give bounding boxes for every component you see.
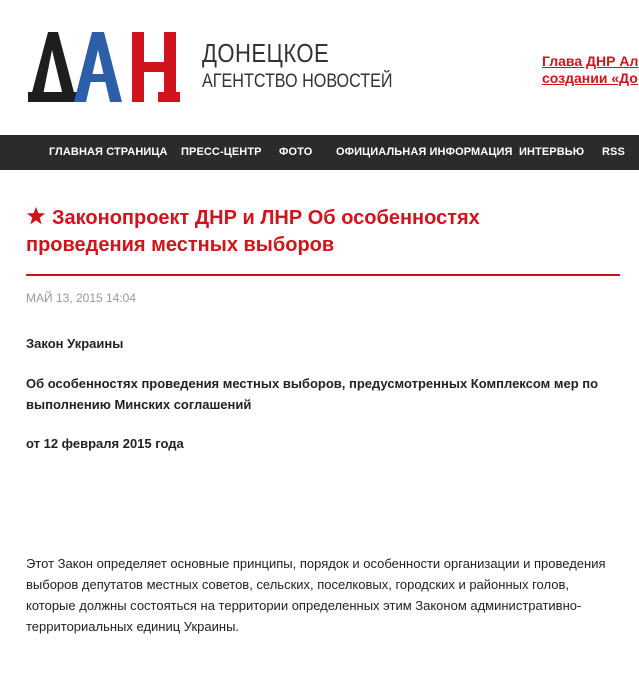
nav-item-interview[interactable]: ИНТЕРВЬЮ: [519, 146, 585, 158]
nav-item-photo[interactable]: ФОТО: [279, 146, 313, 158]
body-line3: которые должны состояться на территории определенных этим Законом административно-: [26, 598, 582, 613]
law-header: Закон Украины: [26, 336, 124, 351]
title-divider: [26, 274, 620, 276]
body-line1: Этот Закон определяет основные принципы, порядок и особенности организации и проведения: [26, 556, 606, 571]
nav-item-home[interactable]: ГЛАВНАЯ СТРАНИЦА: [49, 146, 168, 158]
nav-item-official-info[interactable]: ОФИЦИАЛЬНАЯ ИНФОРМАЦИЯ: [336, 146, 513, 158]
body-line2: выборов депутатов местных советов, сельских, поселковых, городских и районных голов,: [26, 577, 569, 592]
law-date: от 12 февраля 2015 года: [26, 436, 184, 451]
article-title-line1: Законопроект ДНР и ЛНР Об особенностях: [52, 207, 480, 229]
news-ticker[interactable]: [542, 53, 639, 87]
nav-item-rss[interactable]: RSS: [602, 146, 625, 158]
body-line4: территориальных единиц Украины.: [26, 619, 240, 634]
article-title-line2: проведения местных выборов: [26, 234, 335, 256]
article-title: [26, 205, 620, 259]
article-date: МАЙ 13, 2015 14:04: [26, 291, 137, 305]
agency-name[interactable]: [202, 38, 426, 94]
article-body-paragraph: [26, 553, 606, 637]
law-title-line1: Об особенностях проведения местных выборов, предусмотренных Комплексом мер по: [26, 376, 599, 391]
ticker-line1[interactable]: Глава ДНР Ал: [542, 53, 639, 69]
law-title: [26, 373, 598, 415]
agency-name-line2: АГЕНТСТВО НОВОСТЕЙ: [202, 71, 393, 92]
nav-item-press-center[interactable]: ПРЕСС-ЦЕНТР: [181, 146, 262, 158]
law-title-line2: выполнению Минских соглашений: [26, 397, 252, 412]
main-nav: [0, 135, 639, 170]
site-header: [0, 0, 639, 135]
star-icon: [26, 206, 46, 226]
dan-logo-icon[interactable]: [28, 30, 180, 105]
ticker-line2[interactable]: создании «До: [542, 70, 638, 86]
agency-name-line1: ДОНЕЦКОЕ: [202, 38, 330, 68]
